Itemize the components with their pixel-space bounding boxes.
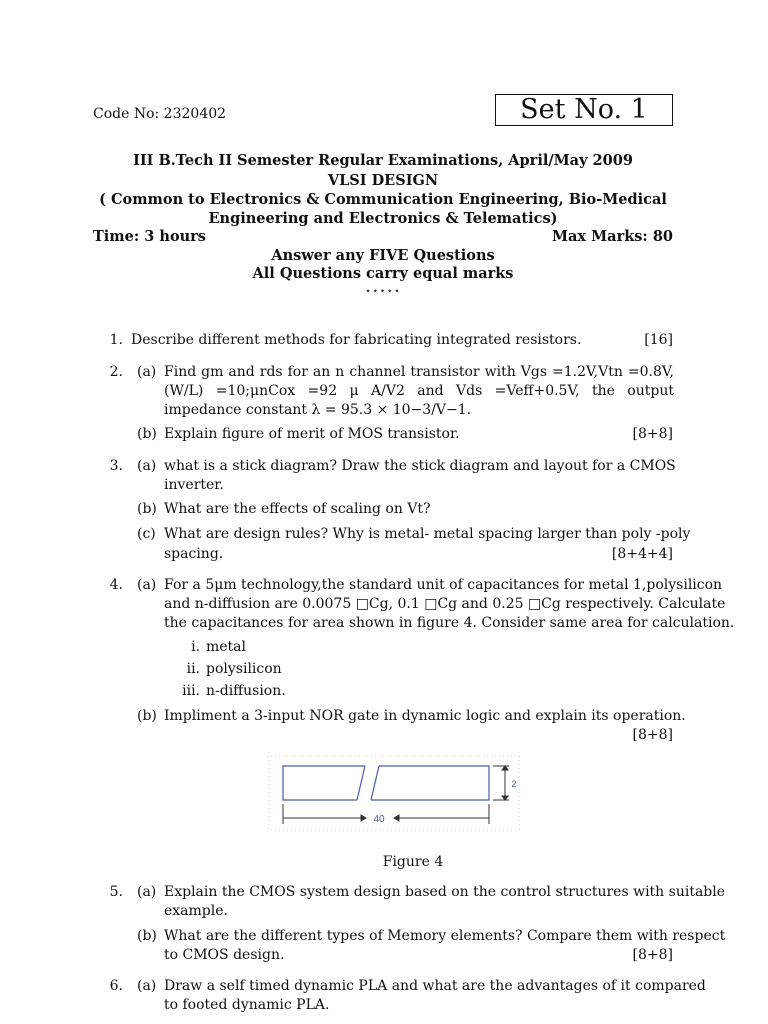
rectangle-shape (283, 766, 489, 800)
subject-title: VLSI DESIGN (327, 172, 439, 189)
separator-stars: ⋆⋆⋆⋆⋆ (364, 286, 402, 297)
question-3b-text: What are the effects of scaling on Vt? (164, 501, 431, 517)
question-1-text: Describe different methods for fabricating integrated resistors. (131, 332, 582, 348)
question-4-marks: [8+8] (632, 727, 673, 743)
instruction-2: All Questions carry equal marks (252, 265, 514, 282)
code-number: Code No: 2320402 (93, 106, 227, 122)
question-5-marks: [8+8] (632, 947, 673, 963)
question-2-marks: [8+8] (632, 426, 673, 442)
dimension-width-label: 40 (373, 814, 385, 825)
instruction-1: Answer any FIVE Questions (271, 247, 495, 264)
set-number-box: Set No. 1 (495, 94, 673, 126)
dimension-height-label: 2 (511, 779, 517, 789)
list-item: metal (206, 639, 247, 655)
list-item: n-diffusion. (206, 683, 286, 699)
list-item: polysilicon (206, 661, 282, 677)
max-marks: Max Marks: 80 (551, 228, 673, 245)
question-2a-text (164, 363, 674, 420)
figure-4-diagram (267, 752, 522, 832)
question-2b-text: Explain figure of merit of MOS transistor. (164, 426, 460, 442)
figure-caption: Figure 4 (382, 854, 444, 870)
question-4b-text: Impliment a 3-input NOR gate in dynamic logic and explain its operation. (164, 708, 686, 724)
exam-page: Code No: 2320402 Set No. 1 III B.Tech II Semester Regular Examinations, April/May 2009 VLSI DESIGN ( Common to Electronics & Communication Engineering, Bio-Medical Engineering and Electronics & Telematics) Time: 3 hours Max Marks: 80 Answer any FIVE Questions All Questions carry equal marks ⋆⋆⋆⋆⋆ 1. Describe different methods for fabricating integrated resistors. [16] 2. (a) Find gm and rds for an n channel transistor with Vgs =1.2V,Vtn =0.8V,(W/L) =10;μnCox =92 μ A/V2 and Vds =Veff+0.5V, the output impedance constant λ = 95.3 × 10−3/V−1. (b) Explain figure of merit of MOS transistor. [8+8] 3. (a) what is a stick diagram? Draw the stick diagram and layout for a CMOS inverter. (b) What are the effects of scaling on Vt? (c) What are design rules? Why is metal- metal spacing larger than poly -poly spacing. [8+4+4] 4. (a) For a 5μm technology,the standard unit of capacitances for metal 1,polysilicon and n-diffusion are 0.0075 □Cg, 0.1 □Cg and 0.25 □Cg respectively. Calculate the capacitances for area shown in figure 4. Consider same area for calculation. i. metal ii. polysilicon iii. n-diffusion. (b) Impliment a 3-input NOR gate in dynamic logic and explain its operation. [8+8] 40 2 Figure 4 5. (a) Explain the CMOS system design based on the control structures with suitable example. (b) What are the different types of Memory elements? Compare them with respect to CMOS design. [8+8] 6. (a) Draw a self timed dynamic PLA and what are the advantages of it compared to footed dynamic PLA. (93, 94, 735, 1013)
question-3-marks: [8+4+4] (611, 546, 673, 562)
time-allowed: Time: 3 hours (93, 228, 206, 245)
common-line-2: Engineering and Electronics & Telematics) (208, 210, 558, 227)
common-line-1: ( Common to Electronics & Communication Engineering, Bio-Medical (99, 191, 667, 208)
question-2a-formula: Find gm and rds for an n channel transistor with Vgs =1.2V,Vtn =0.8V,(W/L) =10;μnCox =92 μ A/V2 and Vds =Veff+0.5V, the output impedance constant λ = 95.3 × 10−3/V−1. (164, 364, 674, 418)
exam-title: III B.Tech II Semester Regular Examinations, April/May 2009 (133, 152, 633, 169)
question-1-marks: [16] (644, 332, 673, 348)
